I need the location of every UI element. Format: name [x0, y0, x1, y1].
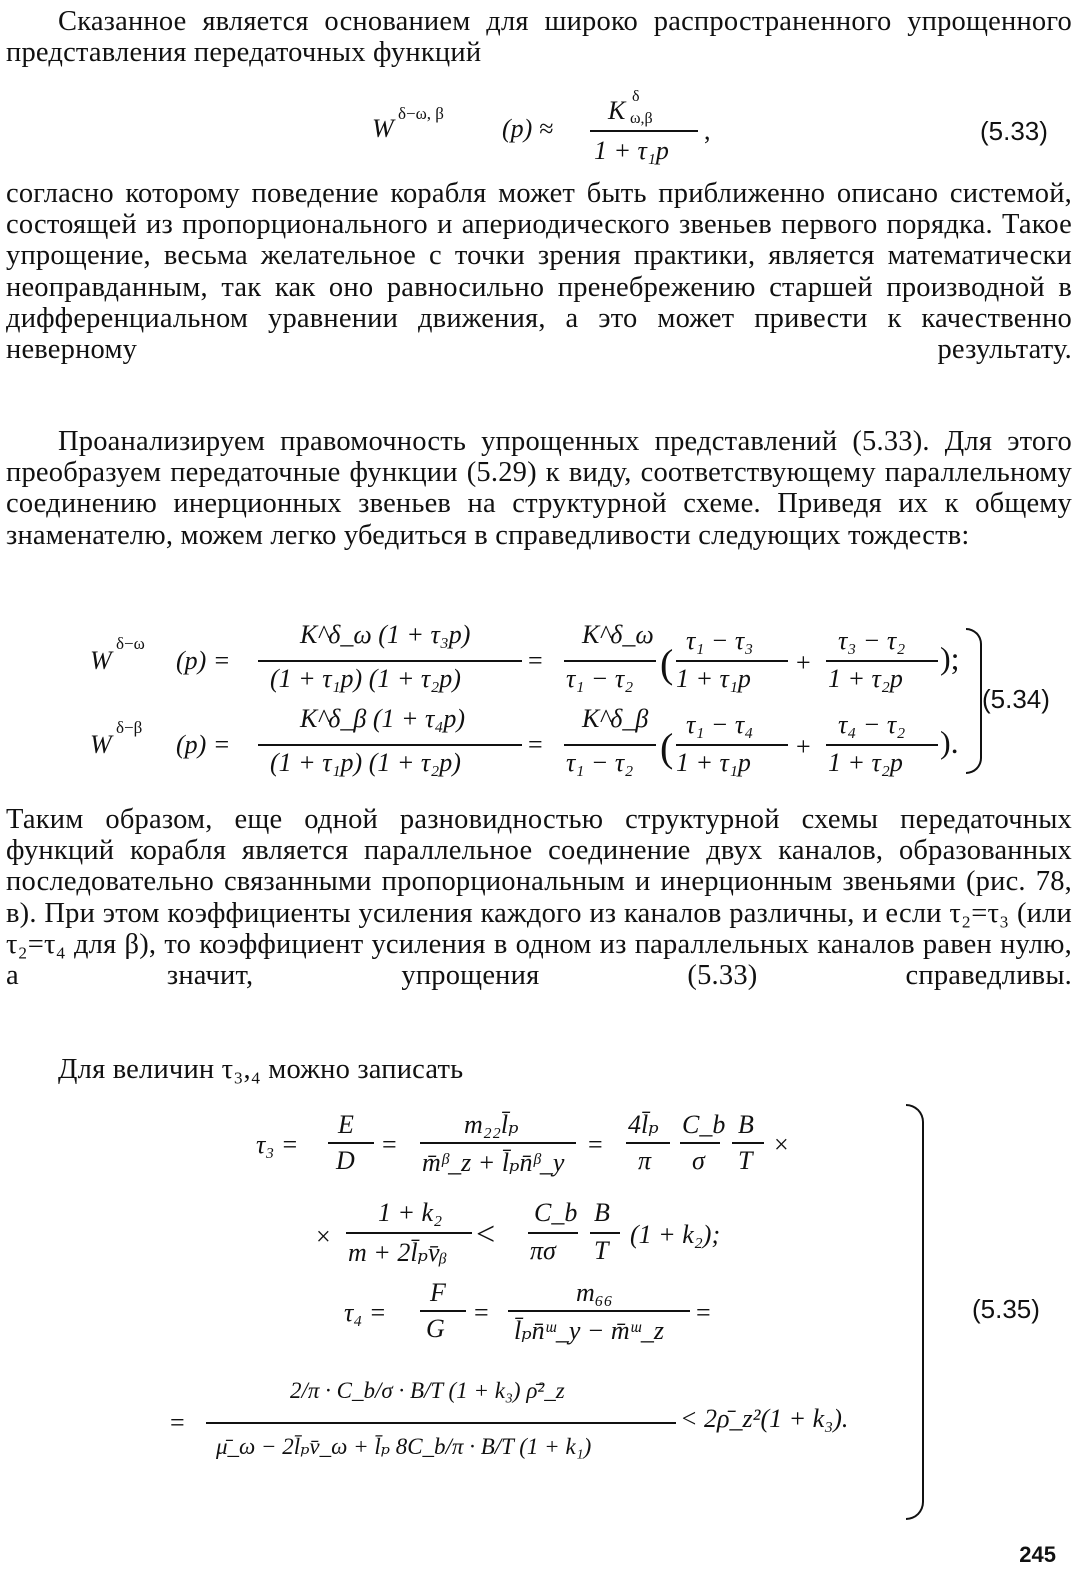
eq533-num-sup: δ: [632, 88, 640, 105]
eq534-r1-coef-den: τ₁ − τ₂: [566, 664, 634, 693]
eq535-l3-lhs: τ₄ =: [344, 1298, 387, 1327]
eq535-l4-tail: < 2ρ̄_z²(1 + k₃).: [680, 1404, 849, 1433]
eq534-r2-t1-num: τ₁ − τ₄: [686, 710, 754, 739]
eq535-l1-f4-bar: [680, 1142, 720, 1144]
eq535-l1-f2d: m̄ᵝ_z + l̄ₚn̄ᵝ_y: [422, 1148, 565, 1177]
eq535-l1-f1-bar: [328, 1142, 374, 1144]
eq533-lhs: W: [372, 114, 394, 143]
eq535-l2-f2d: πσ: [530, 1236, 556, 1265]
eq534-r1-t2-bar: [826, 660, 938, 662]
eq535-l1-f2n: m₂₂l̄ₚ: [464, 1110, 519, 1139]
eq533-den: 1 + τ₁p: [594, 136, 669, 165]
eq533-fraction-bar: [590, 130, 698, 132]
page-number: 245: [1019, 1542, 1056, 1567]
eq534-r1-plus: +: [796, 648, 811, 677]
eq534-r1-lhs: W: [90, 646, 112, 675]
eq534-r2-lhs-sup: δ−β: [116, 718, 143, 737]
paragraph-4: Таким образом, еще одной разновидностью структурной схемы передаточных функций корабля является параллельное соединение двух каналов, образованных последовательно связанными пропорциональным и инерционным звеньями (рис. 78, в). При этом коэффициенты усиления каждого из каналов различны, и если τ₂=τ₃ (или τ₂=τ₄ для β), то коэффициент усиления в одном из параллельных каналов равен нулю, а значит, упрощения (5.33) справедливы.: [6, 804, 1072, 992]
eq534-r1-t2-den: 1 + τ₂p: [828, 664, 903, 693]
eq534-number: (5.34): [982, 684, 1050, 714]
eq535-l2-f1n: 1 + k₂: [378, 1198, 443, 1227]
eq535-l1-f2-bar: [420, 1142, 576, 1144]
eq535-l3-f2-bar: [508, 1310, 690, 1312]
paragraph-5: Для величин τ₃,₄ можно записать: [58, 1054, 464, 1085]
eq533-tail: ,: [704, 116, 711, 145]
eq535-l1-lhs: τ₃ =: [256, 1130, 299, 1159]
eq535-l1-f5d: T: [738, 1146, 753, 1175]
eq534-r2-paren-open: (: [660, 725, 674, 770]
eq535-l2-f1-bar: [346, 1232, 472, 1234]
eq534-r2-t2-bar: [826, 744, 938, 746]
eq535-l2-f3n: B: [594, 1198, 610, 1227]
eq534-r1-t1-den: 1 + τ₁p: [676, 664, 751, 693]
eq534-r2-bar: [258, 744, 522, 746]
eq534-r2-den: (1 + τ₁p) (1 + τ₂p): [270, 748, 461, 777]
eq535-l4-bar: [206, 1422, 676, 1424]
eq534-r2-arg: (p) =: [176, 730, 231, 759]
eq534-r2-eq2: =: [528, 730, 543, 759]
eq534-r1-num: K^δ_ω (1 + τ₃p): [300, 620, 471, 649]
eq533-num-sub: ω,β: [630, 110, 653, 127]
eq533-number: (5.33): [980, 116, 1048, 146]
eq535-l1-f1d: D: [336, 1146, 355, 1175]
eq535-l1-eq2: =: [588, 1130, 603, 1159]
eq534-r2-coef-bar: [564, 744, 656, 746]
eq534-r1-bar: [258, 660, 522, 662]
eq534-r2-t2-num: τ₄ − τ₂: [838, 710, 906, 739]
eq535-l2-head: ×: [316, 1222, 331, 1251]
paragraph-2: согласно которому поведение корабля может быть приближенно описано системой, состоящей из пропорционального и апериодического звеньев первого порядка. Такое упрощение, весьма желательное с точки зрения практики, является математически неоправданным, так как оно равносильно пренебрежению старшей производной в дифференциальном уравнении движения, а это может привести к качественно неверному результату.: [6, 178, 1072, 366]
eq535-l3-f1-bar: [420, 1310, 466, 1312]
eq534-r1-t1-bar: [676, 660, 788, 662]
eq534-r1-arg: (p) =: [176, 646, 231, 675]
eq535-l3-f1d: G: [426, 1314, 445, 1343]
eq535-l2-lt: <: [476, 1216, 496, 1253]
eq534-r2-t1-bar: [676, 744, 788, 746]
eq534-r1-lhs-sup: δ−ω: [116, 634, 145, 653]
eq534-r1-den: (1 + τ₁p) (1 + τ₂p): [270, 664, 461, 693]
eq534-r1-coef-bar: [564, 660, 656, 662]
eq535-l1-eq: =: [382, 1130, 397, 1159]
eq535-l3-f2n: m₆₆: [576, 1278, 613, 1307]
eq535-l1-f4d: σ: [692, 1146, 705, 1175]
eq534-r2-num: K^δ_β (1 + τ₄p): [300, 704, 466, 733]
eq534-r2-t2-den: 1 + τ₂p: [828, 748, 903, 777]
eq535-l2-tail: (1 + k₂);: [630, 1220, 721, 1249]
paragraph-1: Сказанное является основанием для широко распространенного упрощенного представления передаточных функций: [6, 6, 1072, 69]
eq535-l1-f4n: C_b: [682, 1110, 726, 1139]
eq534-r1-t2-num: τ₃ − τ₂: [838, 626, 906, 655]
eq535-l2-f3-bar: [590, 1232, 620, 1234]
eq534-r2-plus: +: [796, 732, 811, 761]
eq535-l1-f1n: E: [338, 1110, 354, 1139]
eq534-r1-end: );: [940, 640, 960, 676]
eq534-r2-t1-den: 1 + τ₁p: [676, 748, 751, 777]
eq535-l1-f5-bar: [732, 1142, 764, 1144]
eq534-r1-paren-open: (: [660, 641, 674, 686]
eq534-r2-end: ).: [940, 724, 959, 760]
eq535-l3-f1n: F: [430, 1278, 446, 1307]
eq534-r1-coef-num: K^δ_ω: [582, 620, 654, 649]
eq534-r1-eq2: =: [528, 646, 543, 675]
eq535-l1-tail: ×: [774, 1130, 789, 1159]
eq535-l1-f3d: π: [638, 1146, 652, 1175]
eq535-l4-den: μ̄_ω − 2l̄ₚv̄_ω + l̄ₚ 8C_b/π · B/T (1 + k₁): [216, 1434, 592, 1459]
eq535-l1-f3-bar: [626, 1142, 670, 1144]
eq534-r2-coef-den: τ₁ − τ₂: [566, 748, 634, 777]
eq535-brace: [906, 1104, 924, 1520]
eq535-l3-tail: =: [696, 1298, 711, 1327]
eq535-l2-f2-bar: [528, 1232, 578, 1234]
eq535-l2-f1d: m + 2l̄ₚv̄ᵦ: [348, 1238, 447, 1267]
eq535-l1-f5n: B: [738, 1110, 754, 1139]
eq533-lhs-sup: δ−ω, β: [398, 104, 444, 123]
eq534-brace: [966, 628, 982, 774]
eq533-arg: (p) ≈: [502, 114, 554, 143]
eq534-r1-t1-num: τ₁ − τ₃: [686, 626, 754, 655]
eq535-number: (5.35): [972, 1294, 1040, 1324]
eq535-l4-num: 2/π · C_b/σ · B/T (1 + k₃) ρ̄²_z: [290, 1378, 565, 1403]
paragraph-3: Проанализируем правомочность упрощенных представлений (5.33). Для этого преобразуем передаточные функции (5.29) к виду, соответствующему параллельному соединению инерционных звеньев на структурной схеме. Приведя их к общему знаменателю, можем легко убедиться в справедливости следующих тождеств:: [6, 426, 1072, 551]
eq534-r2-lhs: W: [90, 730, 112, 759]
eq535-l3-f2d: l̄ₚn̄ᵚ_y − m̄ᵚ_z: [514, 1316, 664, 1345]
eq535-l2-f2n: C_b: [534, 1198, 578, 1227]
eq535-l1-f3n: 4l̄ₚ: [628, 1110, 659, 1139]
eq535-l2-f3d: T: [594, 1236, 609, 1265]
eq533-num: K: [608, 96, 626, 125]
eq535-l4-head: =: [170, 1408, 185, 1437]
eq534-r2-coef-num: K^δ_β: [582, 704, 649, 733]
eq535-l3-eq: =: [474, 1298, 489, 1327]
